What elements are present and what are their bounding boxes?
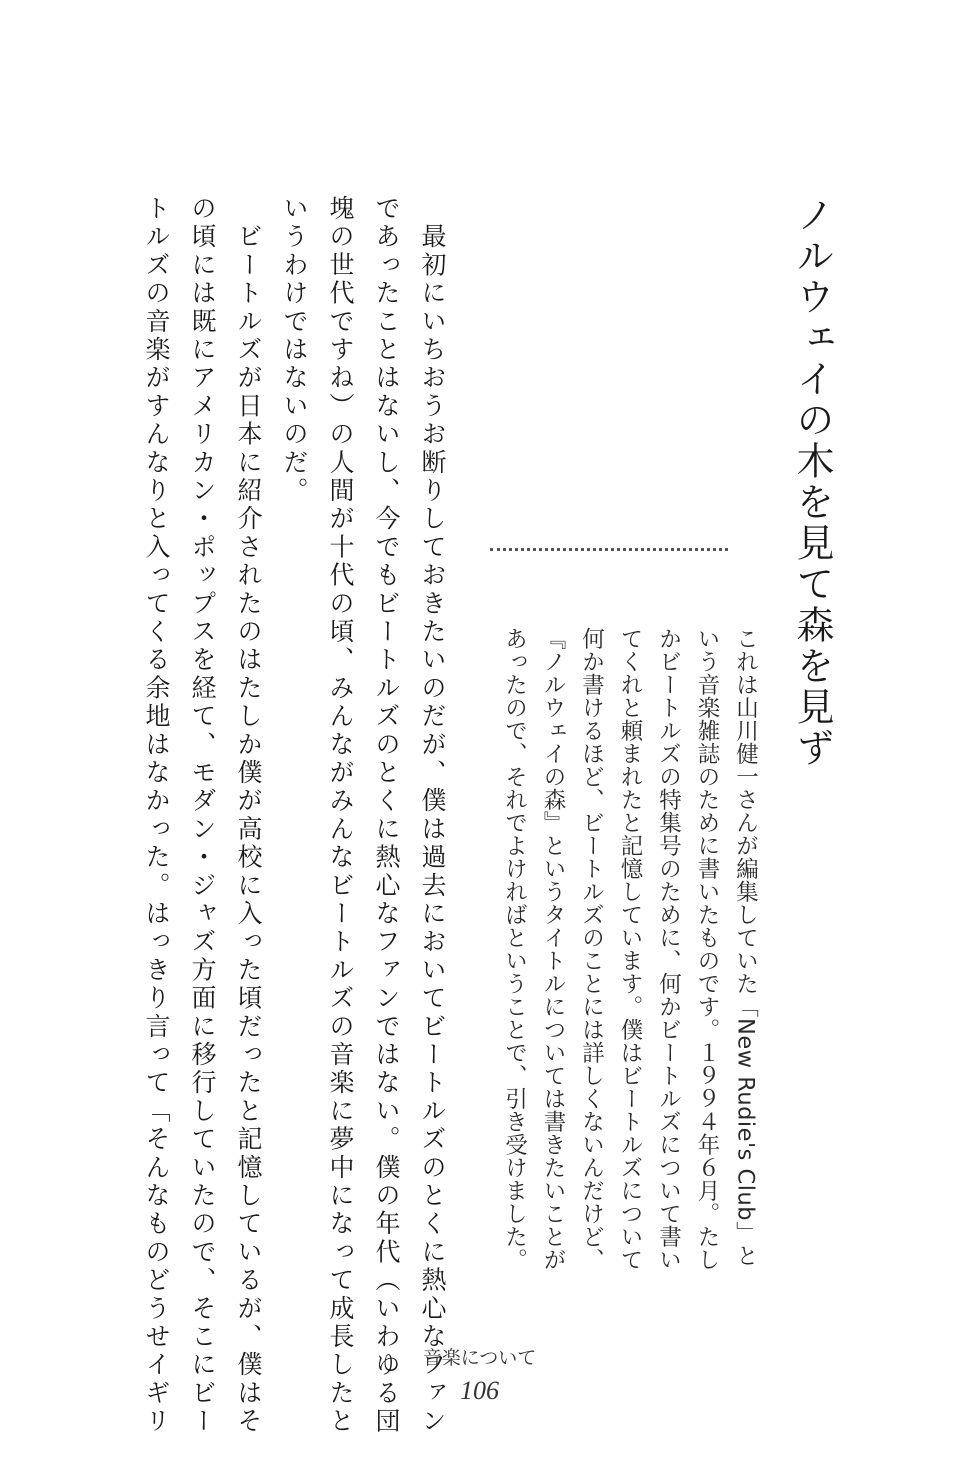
body-line: いうわけではないのだ。 <box>280 195 309 506</box>
intro-line: いう音楽雑誌のために書いたものです。１９９４年６月。たし <box>694 627 720 1271</box>
running-footer-title: 音楽について <box>422 1347 537 1369</box>
intro-line: 『ノルウェイの森』というタイトルについては書きたいことが <box>540 627 566 1271</box>
page-number: 106 <box>460 1376 499 1405</box>
body-line: トルズの音楽がすんなりと入ってくる余地はなかった。はっきり言って「そんなものどうせイギリ <box>142 195 171 1436</box>
intro-note <box>495 627 765 1271</box>
intro-line: かビートルズの特集号のために、何かビートルズについて書い <box>655 627 682 1271</box>
intro-line: てくれと頼まれたと記憶しています。僕はビートルズについて <box>617 627 643 1271</box>
essay-title: ノルウェイの木を見て森を見ず <box>790 195 834 769</box>
body-line: であったことはないし、今でもビートルズのとくに熱心なファンではない。僕の年代（いわゆる団 <box>372 195 401 1436</box>
intro-line: 何か書けるほど、ビートルズのことには詳しくないんだけど、 <box>578 627 605 1271</box>
body-line: ビートルズが日本に紹介されたのはたしか僕が高校に入った頃だったと記憶しているが、僕はそ <box>234 195 263 1436</box>
body-text <box>133 195 455 1436</box>
body-line: の頃には既にアメリカン・ポップスを経て、モダン・ジャズ方面に移行していたので、そこにビー <box>188 195 217 1436</box>
intro-line: これは山川健一さんが編集していた「New Rudie's Club」と <box>732 627 759 1268</box>
section-divider <box>490 548 728 551</box>
intro-line: あったので、それでよければということで、引き受けました。 <box>501 627 528 1271</box>
body-line: 最初にいちおうお断りしておきたいのだが、僕は過去においてビートルズのとくに熱心なファン <box>418 195 447 1436</box>
body-line: 塊の世代ですね）の人間が十代の頃、みんながみんなビートルズの音楽に夢中になって成長したと <box>326 195 355 1436</box>
